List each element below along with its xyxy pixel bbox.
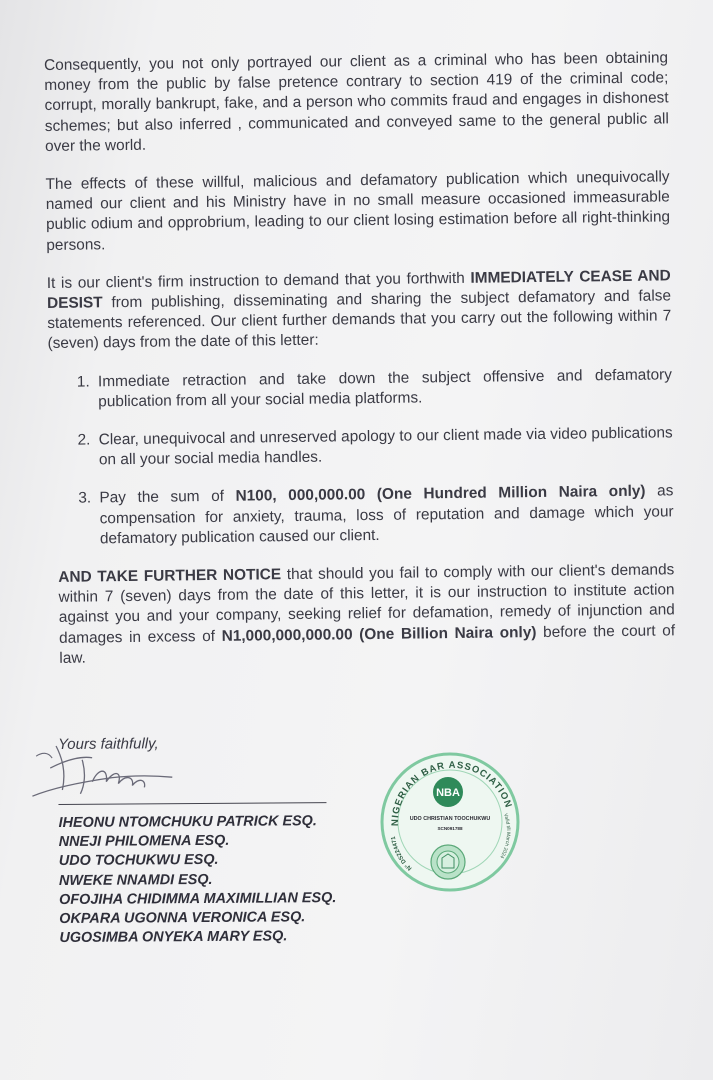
seal-serial: N° DS224471 — [390, 835, 414, 871]
demands-list — [48, 365, 674, 550]
letter-body — [44, 48, 676, 687]
signatory-name: OKPARA UGONNA VERONICA ESQ. — [59, 909, 306, 928]
seal-holder-name: UDO CHRISTIAN TOOCHUKWU — [409, 816, 491, 822]
cease-desist-emphasis: IMMEDIATELY CEASE AND DESIST — [46, 267, 671, 313]
demand-item-apology: 2. Clear, unequivocal and unreserved apology to our client made via video publications on all your social media handles. — [95, 423, 673, 470]
closing-salutation: Yours faithfully, — [58, 735, 159, 753]
seal-scn: SCN091788 — [437, 826, 463, 831]
demand-item-retraction: 1. Immediate retraction and take down the subject offensive and defamatory publication from all your social media platforms. — [94, 365, 672, 412]
signatory-name: UDO TOCHUKWU ESQ. — [58, 852, 219, 870]
compensation-amount: N100, 000,000.00 (One Hundred Million Naira only) — [235, 483, 646, 506]
seal-ring-text: NIGERIAN BAR ASSOCIATION — [389, 759, 514, 827]
signatory-name: NWEKE NNAMDI ESQ. — [58, 871, 213, 889]
signatories-list — [59, 812, 337, 948]
signatory-name: UGOSIMBA ONYEKA MARY ESQ. — [59, 928, 288, 947]
signatory-name: NNEJI PHILOMENA ESQ. — [58, 833, 230, 851]
demand-item-compensation: 3. Pay the sum of N100, 000,000.00 (One Hundred Million Naira only) as compensation for anxiety, trauma, loss of reputation and damage which your defamatory publication caused our client. — [95, 482, 674, 550]
paragraph-further-notice: AND TAKE FURTHER NOTICE that should you fail to comply with our client's demands within 7 (seven) days from the date of this letter, it is our instruction to institute action against you and your company, seeking relief for defamation, remedy of injunction and damages in excess of N1,000,000,000.00 (One Billion Naira only) before the court of law. — [58, 561, 676, 667]
seal-validity: Valid till March 2024 — [498, 812, 512, 860]
signatory-name: IHEONU NTOMCHUKU PATRICK ESQ. — [58, 813, 317, 831]
further-notice-lead: AND TAKE FURTHER NOTICE — [58, 566, 282, 586]
nba-seal-stamp — [378, 750, 522, 894]
handwritten-signature — [22, 737, 192, 804]
signatory-name: OFOJIHA CHIDIMMA MAXIMILLIAN ESQ. — [59, 889, 337, 908]
paragraph-defamation-portrayal: Consequently, you not only portrayed our client as a criminal who has been obtaining money from the public by false pretence contrary to section 419 of the criminal code; corrupt, morally bankrupt, fake, and a person who commits fraud and engages in dishonest schemes; but also inferred , communicated and conveyed same to the general public all over the world. — [44, 49, 669, 155]
paragraph-effects: The effects of these willful, malicious and defamatory publication which unequivocally named our client and his Ministry have in no small measure occasioned immeasurable public odium and opprobrium, leading to our client losing estimation before all right-thinking persons. — [45, 168, 671, 254]
paragraph-cease-desist: It is our client's firm instruction to demand that you forthwith IMMEDIATELY CEASE AND DESIST from publishing, disseminating and sharing the subject defamatory and false statements referenced. Our client further demands that you carry out the following within 7 (seven) days from the date of this letter: — [46, 267, 672, 353]
damages-amount: N1,000,000,000.00 (One Billion Naira only) — [221, 623, 537, 645]
nba-badge-text: NBA — [436, 787, 460, 799]
